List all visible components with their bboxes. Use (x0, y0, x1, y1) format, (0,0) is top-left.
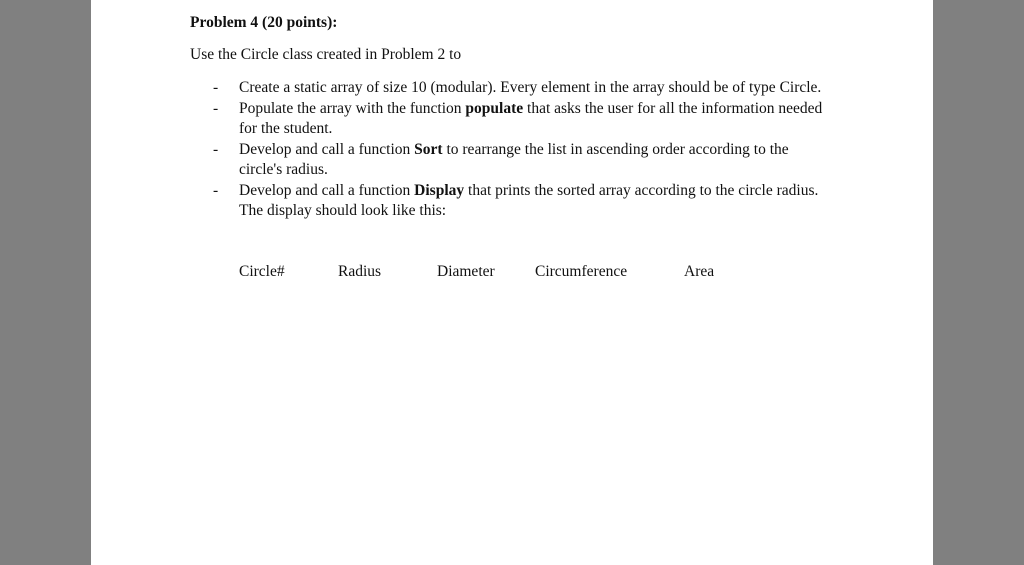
problem-title: Problem 4 (20 points): (190, 14, 338, 31)
column-header-circumference: Circumference (535, 263, 628, 280)
bullet-dash: - (213, 181, 219, 199)
column-header-radius: Radius (338, 263, 382, 280)
bullet-keyword: Sort (414, 140, 443, 158)
bullet-text-after: that asks the user for all the information needed for the student. (239, 99, 823, 137)
document-page (91, 0, 933, 565)
list-item (213, 99, 833, 140)
bullet-dash: - (213, 99, 219, 117)
bullet-keyword: Display (414, 181, 465, 199)
bullet-text-after: to rearrange the list in ascending order according to the circle's radius. (239, 140, 789, 178)
bullet-text: Create a static array of size 10 (modular). Every element in the array should be of type Circle. (239, 79, 822, 96)
bullet-keyword: populate (465, 99, 524, 117)
bullet-dash: - (213, 140, 219, 158)
column-header-diameter: Diameter (437, 263, 495, 280)
bullet-text-after: that prints the sorted array according to the circle radius. The display should look like this: (239, 181, 819, 219)
bullet-text: Develop and call a function (239, 140, 415, 158)
problem-intro: Use the Circle class created in Problem 2 to (190, 46, 462, 63)
list-item (213, 78, 833, 99)
bullet-text: Develop and call a function (239, 181, 415, 199)
bullet-text: Populate the array with the function (239, 99, 466, 117)
list-item (213, 140, 833, 181)
bullet-dash: - (213, 79, 219, 96)
column-header-area: Area (684, 263, 715, 280)
requirements-list (213, 78, 833, 222)
list-item (213, 181, 833, 222)
column-header-circle-number: Circle# (239, 263, 285, 280)
display-table-header (239, 263, 799, 283)
